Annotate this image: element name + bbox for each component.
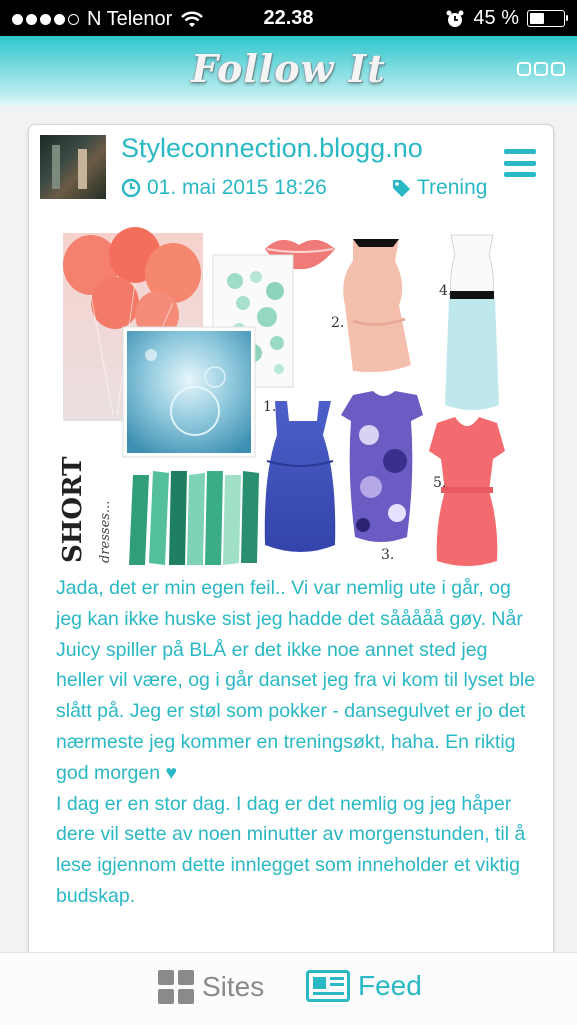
coral-dress xyxy=(429,417,505,566)
clock-icon xyxy=(121,178,141,198)
tab-feed[interactable] xyxy=(306,970,422,1002)
bubble-photo xyxy=(123,327,255,457)
item-label-3: 3. xyxy=(381,547,395,563)
post-tag-text: Trening xyxy=(417,176,488,199)
mint-pencil-dress xyxy=(445,235,499,410)
post-paragraph: I dag er en stor dag. I dag er det nemlig og jeg håper dere vil sette av noen minutter av morgenstunden, til å lese igjennom dette innlegget som inneholder et viktig budskap. xyxy=(56,792,526,907)
post-tag[interactable] xyxy=(391,176,487,200)
more-options-button[interactable] xyxy=(517,62,565,76)
blog-name-link[interactable]: Styleconnection.blogg.no xyxy=(121,133,423,163)
item-label-1: 1. xyxy=(263,399,277,415)
item-label-2: 2. xyxy=(331,315,345,331)
post-body xyxy=(56,573,536,912)
post-menu-button[interactable] xyxy=(504,149,536,177)
collage-title: SHORT xyxy=(58,456,88,563)
tab-feed-label: Feed xyxy=(358,970,422,1001)
more-dot-icon xyxy=(517,62,531,76)
more-dot-icon xyxy=(534,62,548,76)
tab-sites-label: Sites xyxy=(202,971,265,1002)
post-date xyxy=(121,176,327,200)
paint-swatches xyxy=(129,471,259,565)
carrier-name: N Telenor xyxy=(87,8,173,30)
item-label-5: 5. xyxy=(433,475,447,491)
battery-icon xyxy=(527,10,565,27)
grid-icon xyxy=(158,970,194,1004)
collage-subtitle: dresses... xyxy=(98,500,113,563)
status-bar xyxy=(0,0,577,36)
more-dot-icon xyxy=(551,62,565,76)
item-label-4: 4. xyxy=(439,283,453,299)
app-title: Follow It xyxy=(191,46,386,91)
app-header xyxy=(0,36,577,106)
post-date-text: 01. mai 2015 18:26 xyxy=(147,176,327,199)
status-right xyxy=(445,7,565,30)
blog-avatar[interactable] xyxy=(40,135,106,199)
post-card[interactable] xyxy=(28,124,554,966)
alarm-clock-icon xyxy=(445,9,465,29)
purple-print-dress xyxy=(341,391,423,542)
newspaper-icon xyxy=(306,970,350,1002)
peach-dress xyxy=(343,239,411,372)
post-image[interactable] xyxy=(53,225,518,570)
bottom-tab-bar xyxy=(0,952,577,1025)
blue-dress xyxy=(265,401,336,552)
tag-icon xyxy=(391,178,411,198)
tab-sites[interactable] xyxy=(158,970,264,1004)
battery-percent: 45 % xyxy=(473,7,519,29)
status-time: 22.38 xyxy=(263,7,314,29)
post-paragraph: Jada, det er min egen feil.. Vi var nemlig ute i går, og jeg kan ikke huske sist jeg hadde det sååååå gøy. Når Juicy spiller på BLÅ er det ikke noe annet sted jeg heller vil være, og i går danset jeg fra vi kom til lyset ble slått på. Jeg er støl som pokker - dansegulvet er jo det nærmeste jeg kommer en treningsøkt, haha. En riktig god morgen ♥ xyxy=(56,577,536,784)
